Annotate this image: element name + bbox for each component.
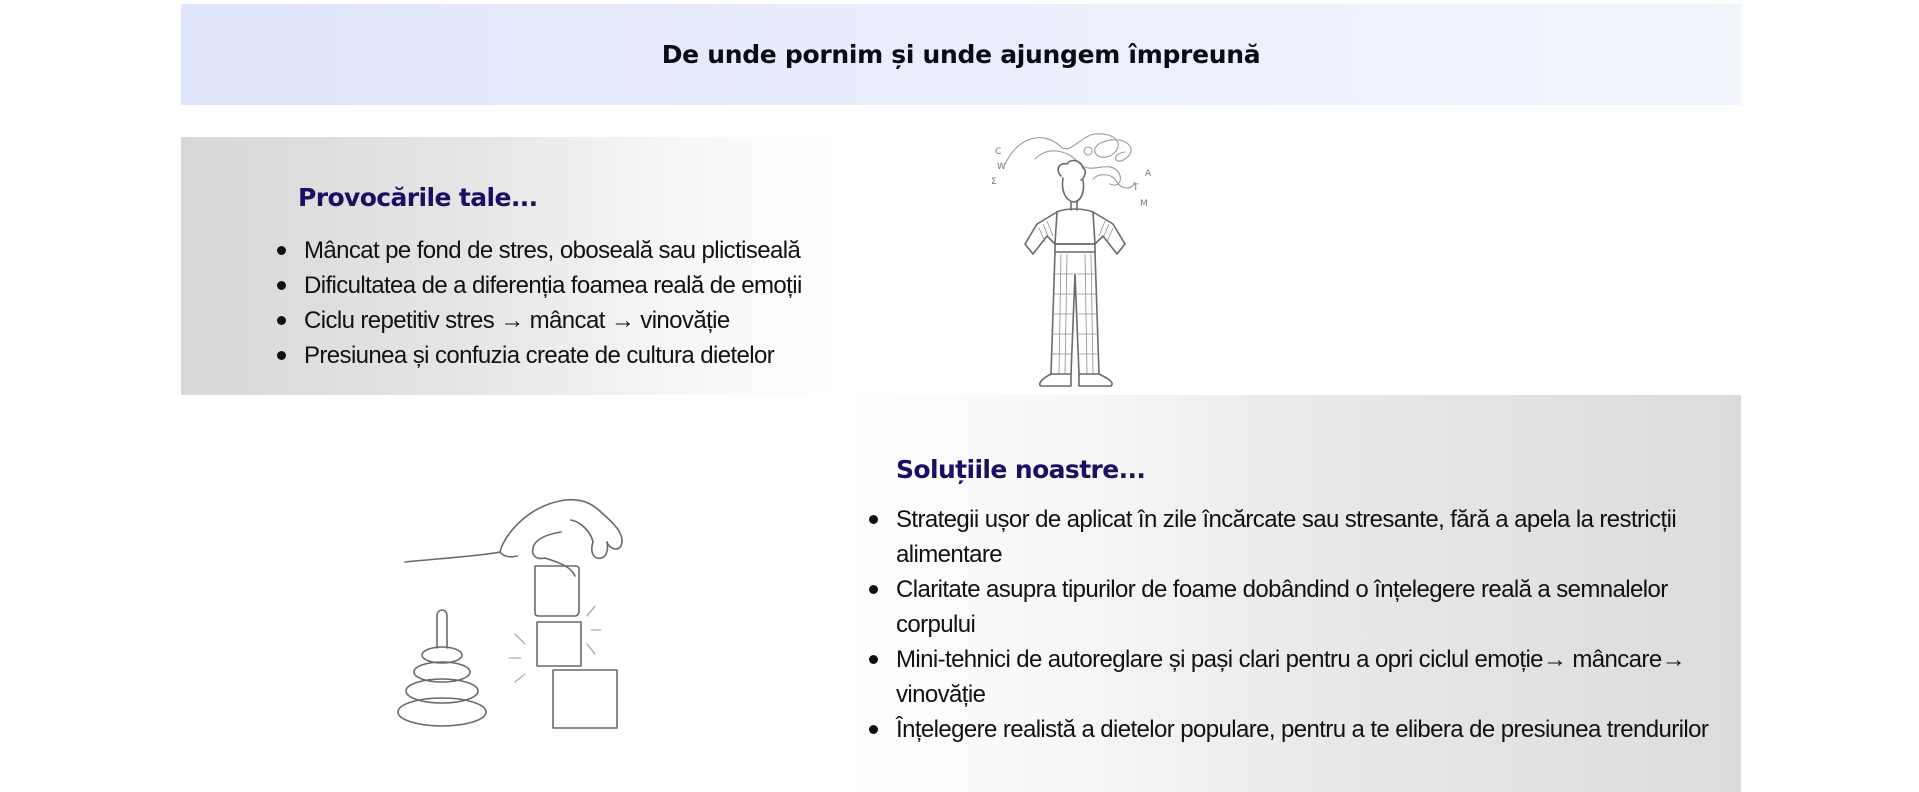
list-item: Strategii ușor de aplicat în zile încărcate sau stresante, fără a apela la restricții alimentare [869, 502, 1709, 572]
svg-text:A: A [1145, 169, 1152, 179]
list-item: Presiunea și confuzia create de cultura dietelor [277, 338, 897, 373]
challenges-heading: Provocările tale... [298, 183, 538, 212]
list-item: Claritate asupra tipurilor de foame dobândind o înțelegere reală a semnalelor corpului [869, 572, 1709, 642]
confused-person-illustration [975, 124, 1175, 400]
page-title: De unde pornim și unde ajungem împreună [661, 40, 1261, 69]
solutions-heading: Soluțiile noastre... [896, 455, 1146, 484]
challenges-list [277, 233, 897, 373]
svg-text:M: M [1140, 199, 1148, 209]
list-item: Ciclu repetitiv stres → mâncat → vinovăție [277, 303, 897, 338]
list-item: Dificultatea de a diferenția foamea reală de emoții [277, 268, 897, 303]
list-item: Înțelegere realistă a dietelor populare, pentru a te elibera de presiunea trendurilor [869, 712, 1709, 747]
list-item: Mâncat pe fond de stres, oboseală sau plictiseală [277, 233, 897, 268]
challenges-panel [181, 137, 843, 395]
svg-text:Σ: Σ [991, 177, 997, 187]
list-item: Mini-tehnici de autoreglare și pași clari pentru a opri ciclul emoție→ mâncare→ vinovăție [869, 642, 1709, 712]
solutions-list [869, 502, 1709, 747]
header-banner [181, 4, 1741, 105]
svg-text:W: W [997, 162, 1006, 172]
solutions-panel [843, 395, 1741, 792]
hand-stacking-blocks-illustration [385, 486, 640, 736]
svg-text:T: T [1133, 183, 1139, 193]
svg-text:C: C [995, 147, 1002, 157]
